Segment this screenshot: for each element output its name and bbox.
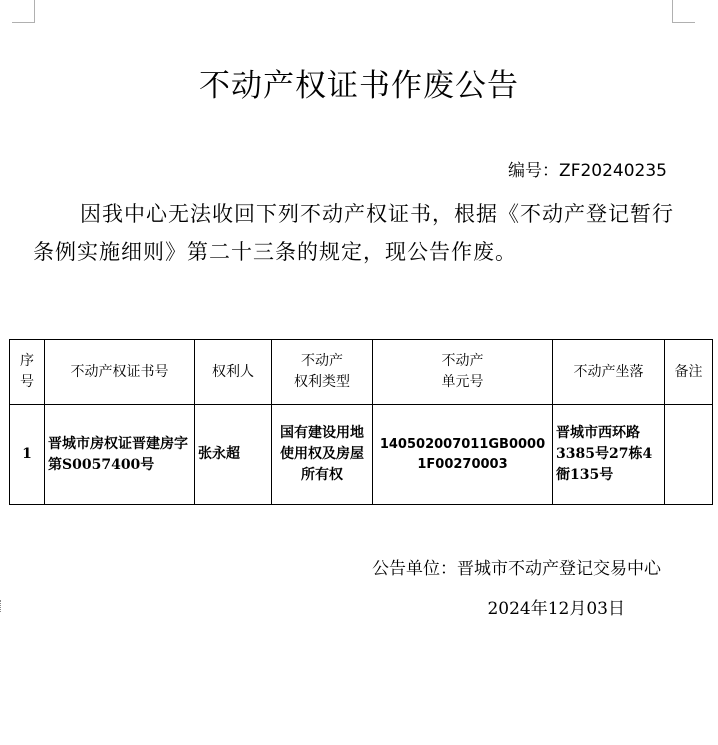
page-margin-marker (0, 600, 4, 612)
header-cert-no: 不动产权证书号 (45, 340, 195, 405)
header-owner: 权利人 (195, 340, 272, 405)
notice-paragraph: 因我中心无法收回下列不动产权证书，根据《不动产登记暂行条例实施细则》第二十三条的规定，现公告作废。 (33, 202, 674, 264)
cell-cert-no: 晋城市房权证晋建房字第S0057400号 (45, 405, 195, 505)
issuer-label: 公告单位： (372, 559, 457, 579)
document-number-label: 编号： (508, 161, 560, 181)
page-corner-mark-top-left (12, 0, 35, 23)
header-right-type: 不动产 权利类型 (272, 340, 373, 405)
document-number-value: ZF20240235 (559, 161, 667, 181)
cell-remark (665, 405, 713, 505)
cell-owner: 张永超 (195, 405, 272, 505)
cell-unit-no: 140502007011GB00001F00270003 (373, 405, 553, 505)
header-seq: 序 号 (10, 340, 45, 405)
cell-location: 晋城市西环路3385号27栋4衙135号 (553, 405, 665, 505)
page-corner-mark-top-right (672, 0, 695, 23)
header-location: 不动产坐落 (553, 340, 665, 405)
document-number (508, 160, 667, 182)
header-remark: 备注 (665, 340, 713, 405)
cell-right-type: 国有建设用地使用权及房屋所有权 (272, 405, 373, 505)
cell-seq: 1 (10, 405, 45, 505)
table-header-row (10, 340, 713, 405)
table-row (10, 405, 713, 505)
issuer-line (372, 557, 661, 581)
header-unit-no: 不动产 单元号 (373, 340, 553, 405)
issuer-name: 晋城市不动产登记交易中心 (457, 559, 661, 579)
notice-title: 不动产权证书作废公告 (199, 68, 519, 104)
notice-date: 2024年12月03日 (487, 599, 625, 619)
certificate-table (9, 339, 713, 505)
